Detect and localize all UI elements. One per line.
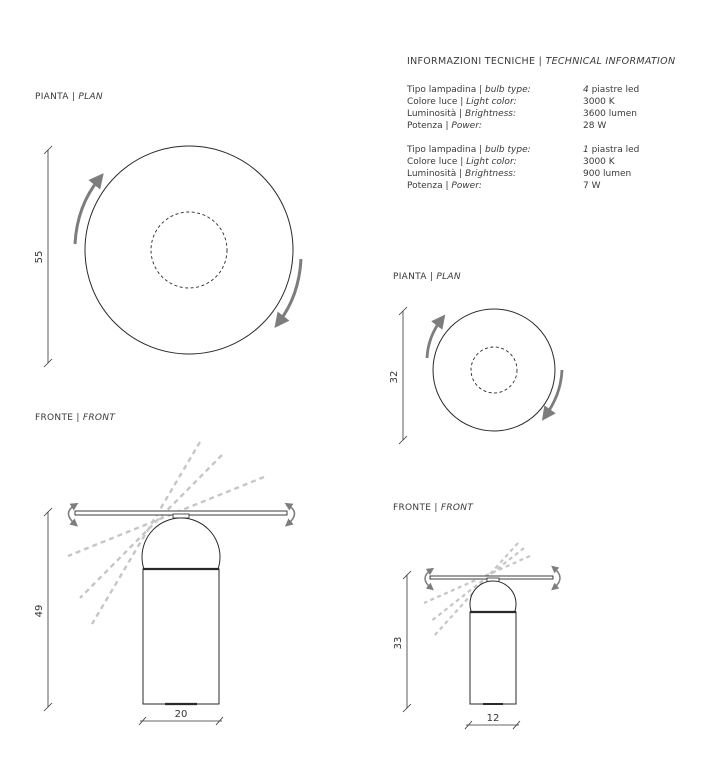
plan-large-dimension-value: 55 bbox=[34, 250, 45, 264]
tilt-arrow-icon bbox=[288, 505, 295, 524]
spec-value: 3000 K bbox=[583, 157, 615, 167]
plan-small-label: PIANTA | PLAN bbox=[393, 272, 461, 282]
front-large-width-value: 20 bbox=[174, 709, 188, 720]
plan-small-view bbox=[389, 307, 562, 444]
front-large-height-value: 49 bbox=[34, 604, 45, 618]
spec-key: Tipo lampadina | bulb type: bbox=[407, 145, 531, 155]
plan-large-disc-outline bbox=[85, 146, 293, 354]
spec-value: 7 W bbox=[583, 181, 601, 191]
spec-value: 4 piastre led bbox=[583, 85, 640, 95]
rotation-arrow-icon bbox=[546, 370, 562, 415]
spec-key: Tipo lampadina | bulb type: bbox=[407, 85, 531, 95]
spec-value: 3600 lumen bbox=[583, 109, 637, 119]
front-large-joint bbox=[173, 514, 189, 518]
plan-small-disc-outline bbox=[433, 309, 555, 431]
spec-key: Luminosità | Brightness: bbox=[407, 109, 517, 119]
front-large-label: FRONTE | FRONT bbox=[35, 413, 116, 423]
spec-key: Colore luce | Light color: bbox=[407, 97, 517, 107]
spec-value: 3000 K bbox=[583, 97, 615, 107]
plan-large-label: PIANTA | PLAN bbox=[35, 92, 103, 102]
rotation-arrow-icon bbox=[279, 259, 301, 322]
front-small-width-value: 12 bbox=[486, 713, 500, 724]
spec-key: Potenza | Power: bbox=[407, 181, 482, 191]
tilt-arrow-icon bbox=[554, 568, 560, 588]
front-small-view bbox=[393, 543, 560, 729]
front-small-height-value: 33 bbox=[393, 636, 404, 650]
rotation-arrow-icon bbox=[75, 179, 99, 244]
plan-small-globe-outline bbox=[471, 347, 517, 393]
spec-value: 1 piastra led bbox=[583, 145, 640, 155]
tilt-arrow-icon bbox=[69, 505, 76, 524]
front-small-label: FRONTE | FRONT bbox=[393, 503, 474, 513]
spec-value: 28 W bbox=[583, 121, 607, 131]
rotation-arrow-icon bbox=[427, 320, 441, 358]
spec-key: Luminosità | Brightness: bbox=[407, 169, 517, 179]
plan-small-dimension-value: 32 bbox=[389, 370, 400, 384]
front-large-body bbox=[143, 569, 219, 704]
plan-large-globe-outline bbox=[151, 212, 227, 288]
tech-info-title: INFORMAZIONI TECNICHE | TECHNICAL INFORMATION bbox=[407, 56, 676, 67]
plan-large-view bbox=[34, 146, 301, 367]
front-large-view bbox=[34, 442, 295, 725]
spec-key: Colore luce | Light color: bbox=[407, 157, 517, 167]
spec-value: 900 lumen bbox=[583, 169, 632, 179]
spec-key: Potenza | Power: bbox=[407, 121, 482, 131]
front-small-body bbox=[470, 612, 516, 704]
